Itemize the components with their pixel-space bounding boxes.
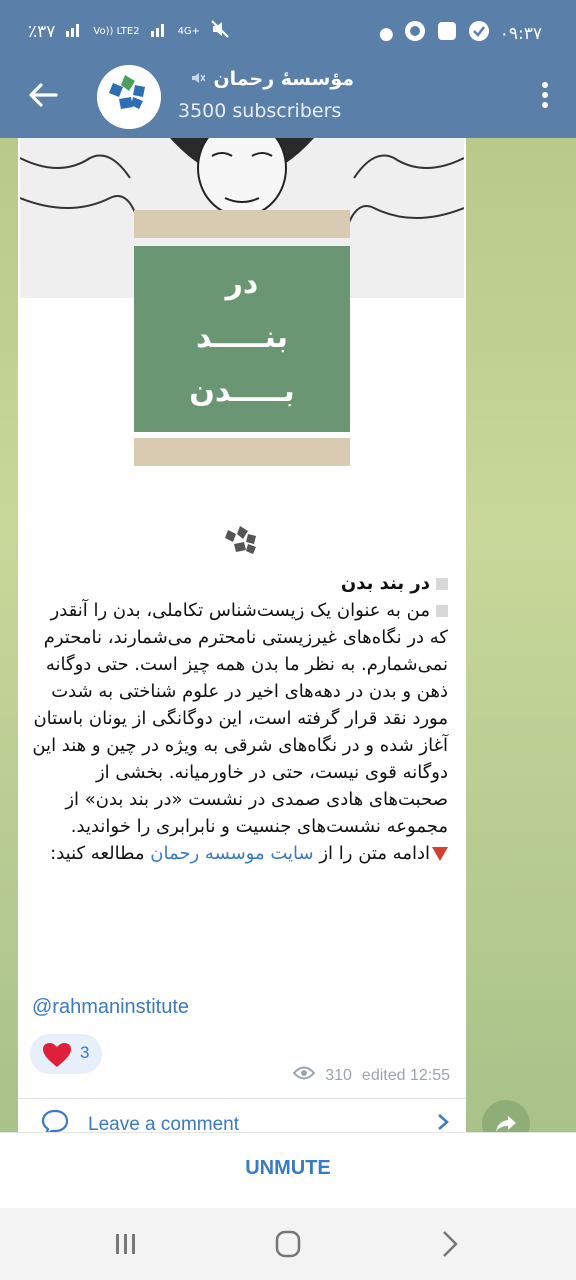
- leave-comment-label: Leave a comment: [88, 1114, 240, 1132]
- network-4g-text: 4G+: [177, 25, 201, 37]
- reaction-chip[interactable]: [30, 1034, 102, 1074]
- muted-speaker-icon: [191, 68, 205, 90]
- cover-title-line1: در: [225, 266, 259, 301]
- website-link[interactable]: سایت موسسه رحمان: [150, 843, 314, 864]
- chat-background: [0, 138, 576, 1132]
- eye-icon: [293, 1066, 315, 1085]
- channel-handle-link[interactable]: @rahmaninstitute: [32, 996, 190, 1018]
- subscriber-count: 3500 subscribers: [178, 100, 342, 122]
- red-triangle-icon: [432, 847, 448, 861]
- bullet-square-icon: [436, 605, 448, 617]
- status-bar: [0, 0, 576, 62]
- mute-icon: [210, 20, 230, 43]
- check-icon: [468, 20, 490, 47]
- book-band-top: [134, 210, 350, 238]
- leave-comment-button[interactable]: [40, 1110, 450, 1132]
- continue-prefix: ادامه متن را از: [319, 843, 430, 864]
- system-nav-bar: [0, 1208, 576, 1280]
- clock-time: ۰۹:۳۷: [499, 23, 542, 44]
- cover-title-line2: بنـــــد: [195, 320, 289, 355]
- view-count: 310: [325, 1066, 352, 1084]
- message-title: در بند بدن: [340, 573, 430, 594]
- battery-text: ٪۳۷: [28, 21, 56, 42]
- share-arrow-icon: [494, 1112, 518, 1132]
- edited-time: edited 12:55: [361, 1066, 450, 1084]
- signal-icon: [65, 21, 83, 42]
- channel-title[interactable]: [191, 68, 354, 90]
- app-icon-2: [436, 20, 458, 47]
- message-text: [32, 570, 448, 867]
- channel-avatar[interactable]: [97, 65, 161, 129]
- institute-logo-icon: [222, 524, 266, 560]
- chevron-right-icon: [436, 1112, 450, 1132]
- divider: [18, 1098, 466, 1099]
- app-icon: [404, 20, 426, 47]
- unmute-bar: [0, 1132, 576, 1208]
- share-forward-button[interactable]: [482, 1100, 530, 1132]
- back-nav-icon[interactable]: [430, 1228, 470, 1260]
- home-icon[interactable]: [268, 1228, 308, 1260]
- signal-icon-2: [150, 21, 168, 42]
- channel-header: [0, 62, 576, 138]
- continue-suffix: مطالعه کنید:: [50, 843, 145, 864]
- heart-icon: [42, 1042, 72, 1068]
- volte-text: Vo)) LTE2: [93, 25, 140, 37]
- message-body: من به عنوان یک زیست‌شناس تکاملی، بدن را آنقدر که در نگاه‌های غیرزیستی نامحترم می‌شمارند، نامحترم نمی‌شمارم. به نظر ما بدن همه چیز است. حتی دوگانه ذهن و بدن در دهه‌های اخیر در علوم شناختی به شدت مورد نقد قرار گرفته است، این دوگانگی از یونان باستان آغاز شده و در نگاه‌های شرقی به ویژه در چین و هند این دوگانه قوی نیست، حتی در خاورمیانه. بخشی از صحبت‌های هادی صمدی در نشست «در بند بدن» از مجموعه نشست‌های جنسیت و نابرابری را خوانديد.: [32, 600, 448, 837]
- book-cover: [134, 246, 350, 432]
- unmute-button[interactable]: UNMUTE: [245, 1157, 331, 1179]
- message-bubble[interactable]: [18, 138, 466, 1132]
- cover-title-line3: بـــــدن: [189, 374, 295, 409]
- recent-apps-icon[interactable]: [106, 1228, 146, 1260]
- reaction-count: 3: [80, 1043, 90, 1062]
- bullet-square-icon: [436, 578, 448, 590]
- back-arrow-icon[interactable]: [26, 78, 60, 112]
- more-vert-icon[interactable]: [540, 80, 550, 110]
- book-band-bottom: [134, 438, 350, 466]
- message-meta: [293, 1066, 450, 1085]
- channel-name: مؤسسۀ رحمان: [213, 68, 354, 90]
- dot-icon: ●: [378, 23, 394, 44]
- comment-bubble-icon: [40, 1108, 70, 1132]
